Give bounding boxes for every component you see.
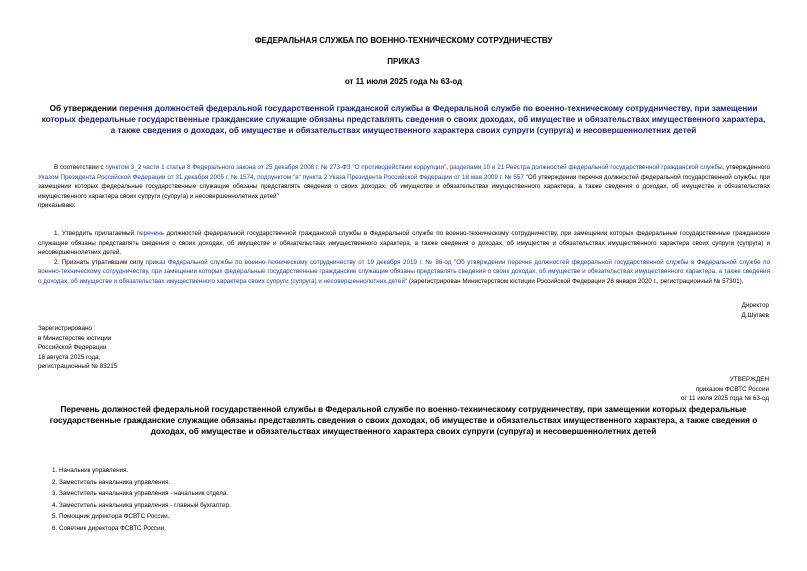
title-prefix: Об утверждении bbox=[49, 104, 120, 113]
registration-line: 18 августа 2025 года, bbox=[38, 353, 101, 361]
list-item: 4. Заместитель начальника управления - главный бухгалтер. bbox=[52, 501, 231, 509]
preamble bbox=[38, 163, 770, 211]
doc-type: ПРИКАЗ bbox=[387, 57, 420, 66]
list-item: 1. Начальник управления. bbox=[52, 467, 129, 474]
approval-line: приказом ФСВТС России bbox=[695, 385, 769, 393]
decree-557-link[interactable]: подпунктом "а" пункта 2 Указа Президента Российской Федерации от 18 мая 2009 г. № 557 bbox=[257, 173, 524, 181]
preamble-text: "Об утверждении перечня должностей федеральной государственной службы, при замещении которых федеральные государственные служащие обязаны представлять сведения о своих доходах, об имуществе и обязательствах имущественного характера, а также сведения о доходах, об имуществе и обязательствах имущественного характера своих супруги (супруга) и несовершеннолетних детей" bbox=[38, 173, 771, 200]
registration-line: в Министерстве юстиции bbox=[38, 334, 112, 342]
order-title bbox=[40, 103, 767, 136]
list-item: 5. Помощник директора ФСВТС России. bbox=[52, 513, 170, 521]
list-item: 3. Заместитель начальника управления - начальник отдела. bbox=[52, 490, 229, 498]
positions-list bbox=[52, 465, 231, 535]
item-text: 2. Признать утратившим силу bbox=[54, 258, 146, 266]
preamble-paragraph bbox=[38, 163, 770, 201]
order-items bbox=[38, 229, 770, 287]
preamble-text: , bbox=[253, 173, 258, 181]
approval-line: от 11 июля 2025 года № 63-од bbox=[680, 395, 769, 403]
list-item: 2. Заместитель начальника управления. bbox=[52, 478, 171, 486]
title-link[interactable]: перечня должностей федеральной государственной гражданской службы в Федеральной службе по военно-техническому сотрудничеству, при замещении которых федеральные государственные гражданские служащие обязаны представлять сведения о своих доходах, об имуществе и обязательствах имущественного характера, а также сведения о доходах, об имуществе и обязательствах имущественного характера своих супруги (супруга) и несовершеннолетних детей bbox=[41, 104, 766, 135]
list-link[interactable]: перечень bbox=[136, 230, 164, 237]
approval-line: УТВЕРЖДЕН bbox=[729, 376, 769, 383]
signatory-position: Директор bbox=[741, 302, 769, 309]
signatory-name: Д.Шугаев bbox=[741, 311, 769, 319]
agency-name: ФЕДЕРАЛЬНАЯ СЛУЖБА ПО ВОЕННО-ТЕХНИЧЕСКОМУ СОТРУДНИЧЕСТВУ bbox=[254, 36, 553, 45]
registration-line: Зарегистрировано bbox=[38, 325, 92, 332]
law-link[interactable]: пунктом 3_2 части 1 статьи 8 Федерального закона от 25 декабря 2008 г. № 273-ФЗ "О противодействии коррупции" bbox=[105, 164, 447, 171]
decree-1574-link[interactable]: Указом Президента Российской Федерации от 31 декабря 2005 г. № 1574 bbox=[38, 173, 254, 181]
registration-line: Российской Федерации bbox=[38, 344, 107, 352]
order-item-2 bbox=[38, 258, 770, 287]
item-text: (зарегистрирован Министерством юстиции Российской Федерации 28 января 2020 г., регистрационный № 57301). bbox=[407, 277, 744, 285]
annex-title: Перечень должностей федеральной государственной службы в Федеральной службе по военно-техническому сотрудничеству, при замещении которых федеральные государственные гражданские служащие обязаны представлять сведения о своих доходах, об имуществе и обязательствах имущественного характера, а также сведения о доходах, об имуществе и обязательствах имущественного характера своих супруги (супруга) и несовершеннолетних детей bbox=[49, 405, 758, 436]
registry-link[interactable]: разделами 10 и 21 Реестра должностей федеральной государственной гражданской службы bbox=[449, 164, 723, 171]
order-word: приказываю: bbox=[38, 202, 76, 210]
order-item-1 bbox=[38, 229, 770, 258]
preamble-text: , утвержденного bbox=[722, 164, 771, 171]
approval-block bbox=[681, 375, 769, 404]
registration-line: регистрационный № 83215 bbox=[38, 363, 118, 371]
old-order-link[interactable]: приказ Федеральной службы по военно-техническому сотрудничеству от 19 декабря 2019 г. № 86-од "Об утверждении перечня должностей федеральной государственной службы в Федеральной службе по военно-техническому сотрудничеству, при замещении которых федеральные государственные гражданские служащие обязаны представлять сведения о своих доходах, об имуществе и обязательствах имущественного характера, а также сведения о доходах, об имуществе и обязательствах имущественного характера своих супруги (супруга) и несовершеннолетних детей" bbox=[38, 258, 770, 285]
preamble-text: , bbox=[446, 164, 450, 171]
signature-block bbox=[742, 301, 769, 320]
preamble-text: В соответствии с bbox=[54, 164, 106, 171]
item-text: 1. Утвердить прилагаемый bbox=[54, 230, 137, 237]
item-text: должностей федеральной государственной гражданской службы в Федеральной службе по военно-техническому сотрудничеству, при замещении которых федеральные государственные гражданские служащие обязаны представлять сведения о своих доходах, об имуществе и обязательствах имущественного характера, а также сведения о доходах, об имуществе и обязательствах имущественного характера своих супруги (супруга) и несовершеннолетних детей. bbox=[38, 230, 771, 257]
list-item: 6. Советник директора ФСВТС России. bbox=[52, 524, 166, 532]
doc-date-number: от 11 июля 2025 года № 63-од bbox=[344, 77, 463, 86]
registration-block bbox=[38, 324, 117, 372]
